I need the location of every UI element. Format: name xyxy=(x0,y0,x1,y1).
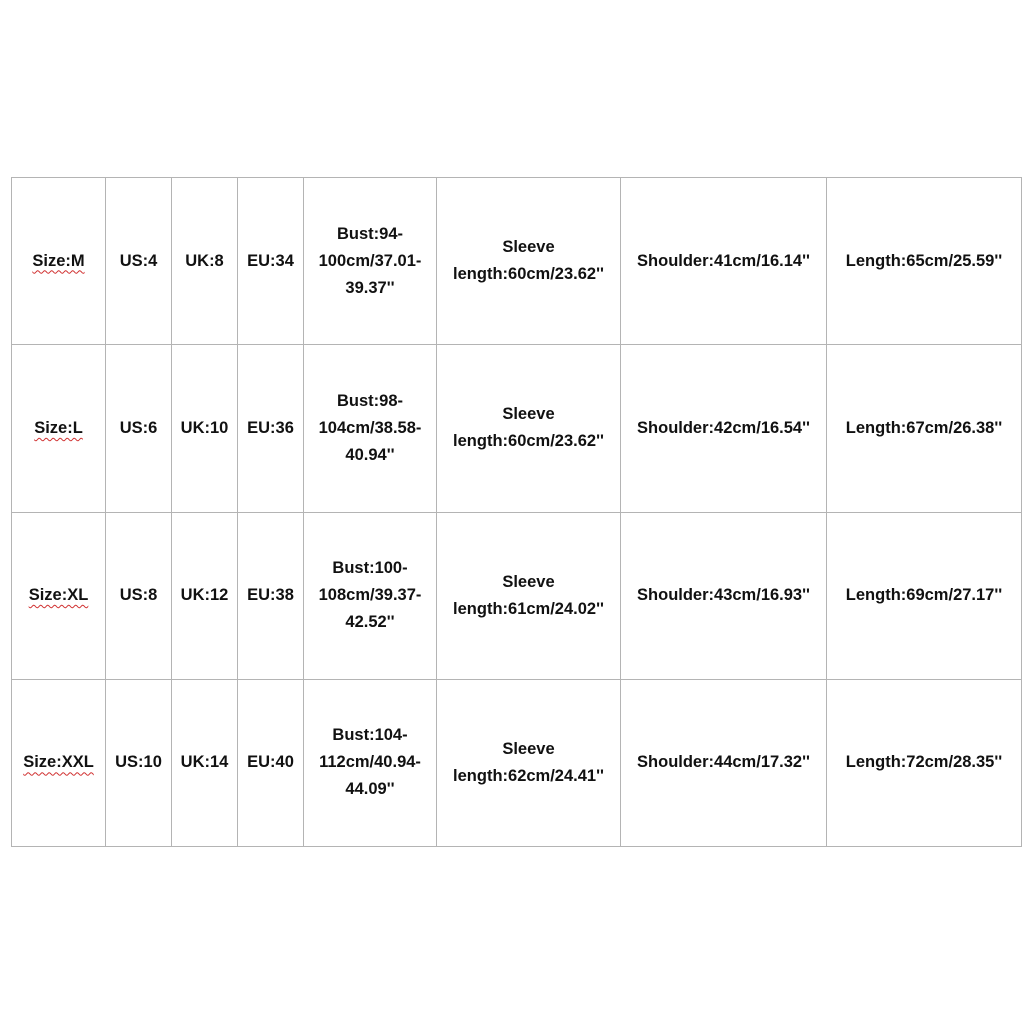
us-size-cell: US:4 xyxy=(106,178,172,345)
size-label: Size:XXL xyxy=(23,753,94,772)
sleeve-cell xyxy=(437,679,621,846)
bust-cell xyxy=(304,178,437,345)
shoulder-cell: Shoulder:44cm/17.32'' xyxy=(621,679,827,846)
sleeve-line: length:60cm/23.62'' xyxy=(453,432,604,451)
bust-line: 39.37'' xyxy=(345,278,395,297)
uk-size-cell: UK:12 xyxy=(172,512,238,679)
size-label: Size:L xyxy=(34,418,83,437)
uk-size-cell: UK:8 xyxy=(172,178,238,345)
bust-line: 40.94'' xyxy=(345,445,395,464)
uk-size-cell: UK:10 xyxy=(172,345,238,512)
bust-line: 100cm/37.01- xyxy=(318,251,422,270)
length-cell: Length:69cm/27.17'' xyxy=(827,512,1022,679)
sleeve-line: Sleeve xyxy=(502,572,555,591)
eu-size-cell: EU:38 xyxy=(238,512,304,679)
length-cell: Length:65cm/25.59'' xyxy=(827,178,1022,345)
sleeve-cell xyxy=(437,512,621,679)
us-size-cell: US:10 xyxy=(106,679,172,846)
bust-line: 104cm/38.58- xyxy=(318,418,422,437)
bust-line: 42.52'' xyxy=(345,613,395,632)
sleeve-cell xyxy=(437,178,621,345)
sleeve-line: Sleeve xyxy=(502,405,555,424)
size-chart-table xyxy=(11,177,1022,847)
bust-cell xyxy=(304,512,437,679)
sleeve-cell xyxy=(437,345,621,512)
bust-line: 44.09'' xyxy=(345,780,395,799)
sleeve-line: length:60cm/23.62'' xyxy=(453,265,604,284)
table-row xyxy=(12,345,1022,512)
sleeve-line: Sleeve xyxy=(502,238,555,257)
size-label: Size:XL xyxy=(28,586,89,605)
size-cell xyxy=(12,512,106,679)
bust-line: 108cm/39.37- xyxy=(318,586,422,605)
sleeve-line: Sleeve xyxy=(502,739,555,758)
size-cell xyxy=(12,178,106,345)
bust-cell xyxy=(304,345,437,512)
table-row xyxy=(12,512,1022,679)
us-size-cell: US:6 xyxy=(106,345,172,512)
bust-cell xyxy=(304,679,437,846)
shoulder-cell: Shoulder:41cm/16.14'' xyxy=(621,178,827,345)
size-label: Size:M xyxy=(32,251,85,270)
eu-size-cell: EU:34 xyxy=(238,178,304,345)
size-cell xyxy=(12,345,106,512)
size-cell xyxy=(12,679,106,846)
uk-size-cell: UK:14 xyxy=(172,679,238,846)
bust-line: Bust:98- xyxy=(336,391,403,410)
eu-size-cell: EU:40 xyxy=(238,679,304,846)
length-cell: Length:67cm/26.38'' xyxy=(827,345,1022,512)
length-cell: Length:72cm/28.35'' xyxy=(827,679,1022,846)
eu-size-cell: EU:36 xyxy=(238,345,304,512)
sleeve-line: length:62cm/24.41'' xyxy=(453,766,604,785)
shoulder-cell: Shoulder:42cm/16.54'' xyxy=(621,345,827,512)
sleeve-line: length:61cm/24.02'' xyxy=(453,599,604,618)
bust-line: 112cm/40.94- xyxy=(319,753,421,772)
bust-line: Bust:100- xyxy=(332,559,408,578)
bust-line: Bust:104- xyxy=(332,726,408,745)
us-size-cell: US:8 xyxy=(106,512,172,679)
bust-line: Bust:94- xyxy=(336,224,403,243)
table-row xyxy=(12,178,1022,345)
shoulder-cell: Shoulder:43cm/16.93'' xyxy=(621,512,827,679)
table-row xyxy=(12,679,1022,846)
